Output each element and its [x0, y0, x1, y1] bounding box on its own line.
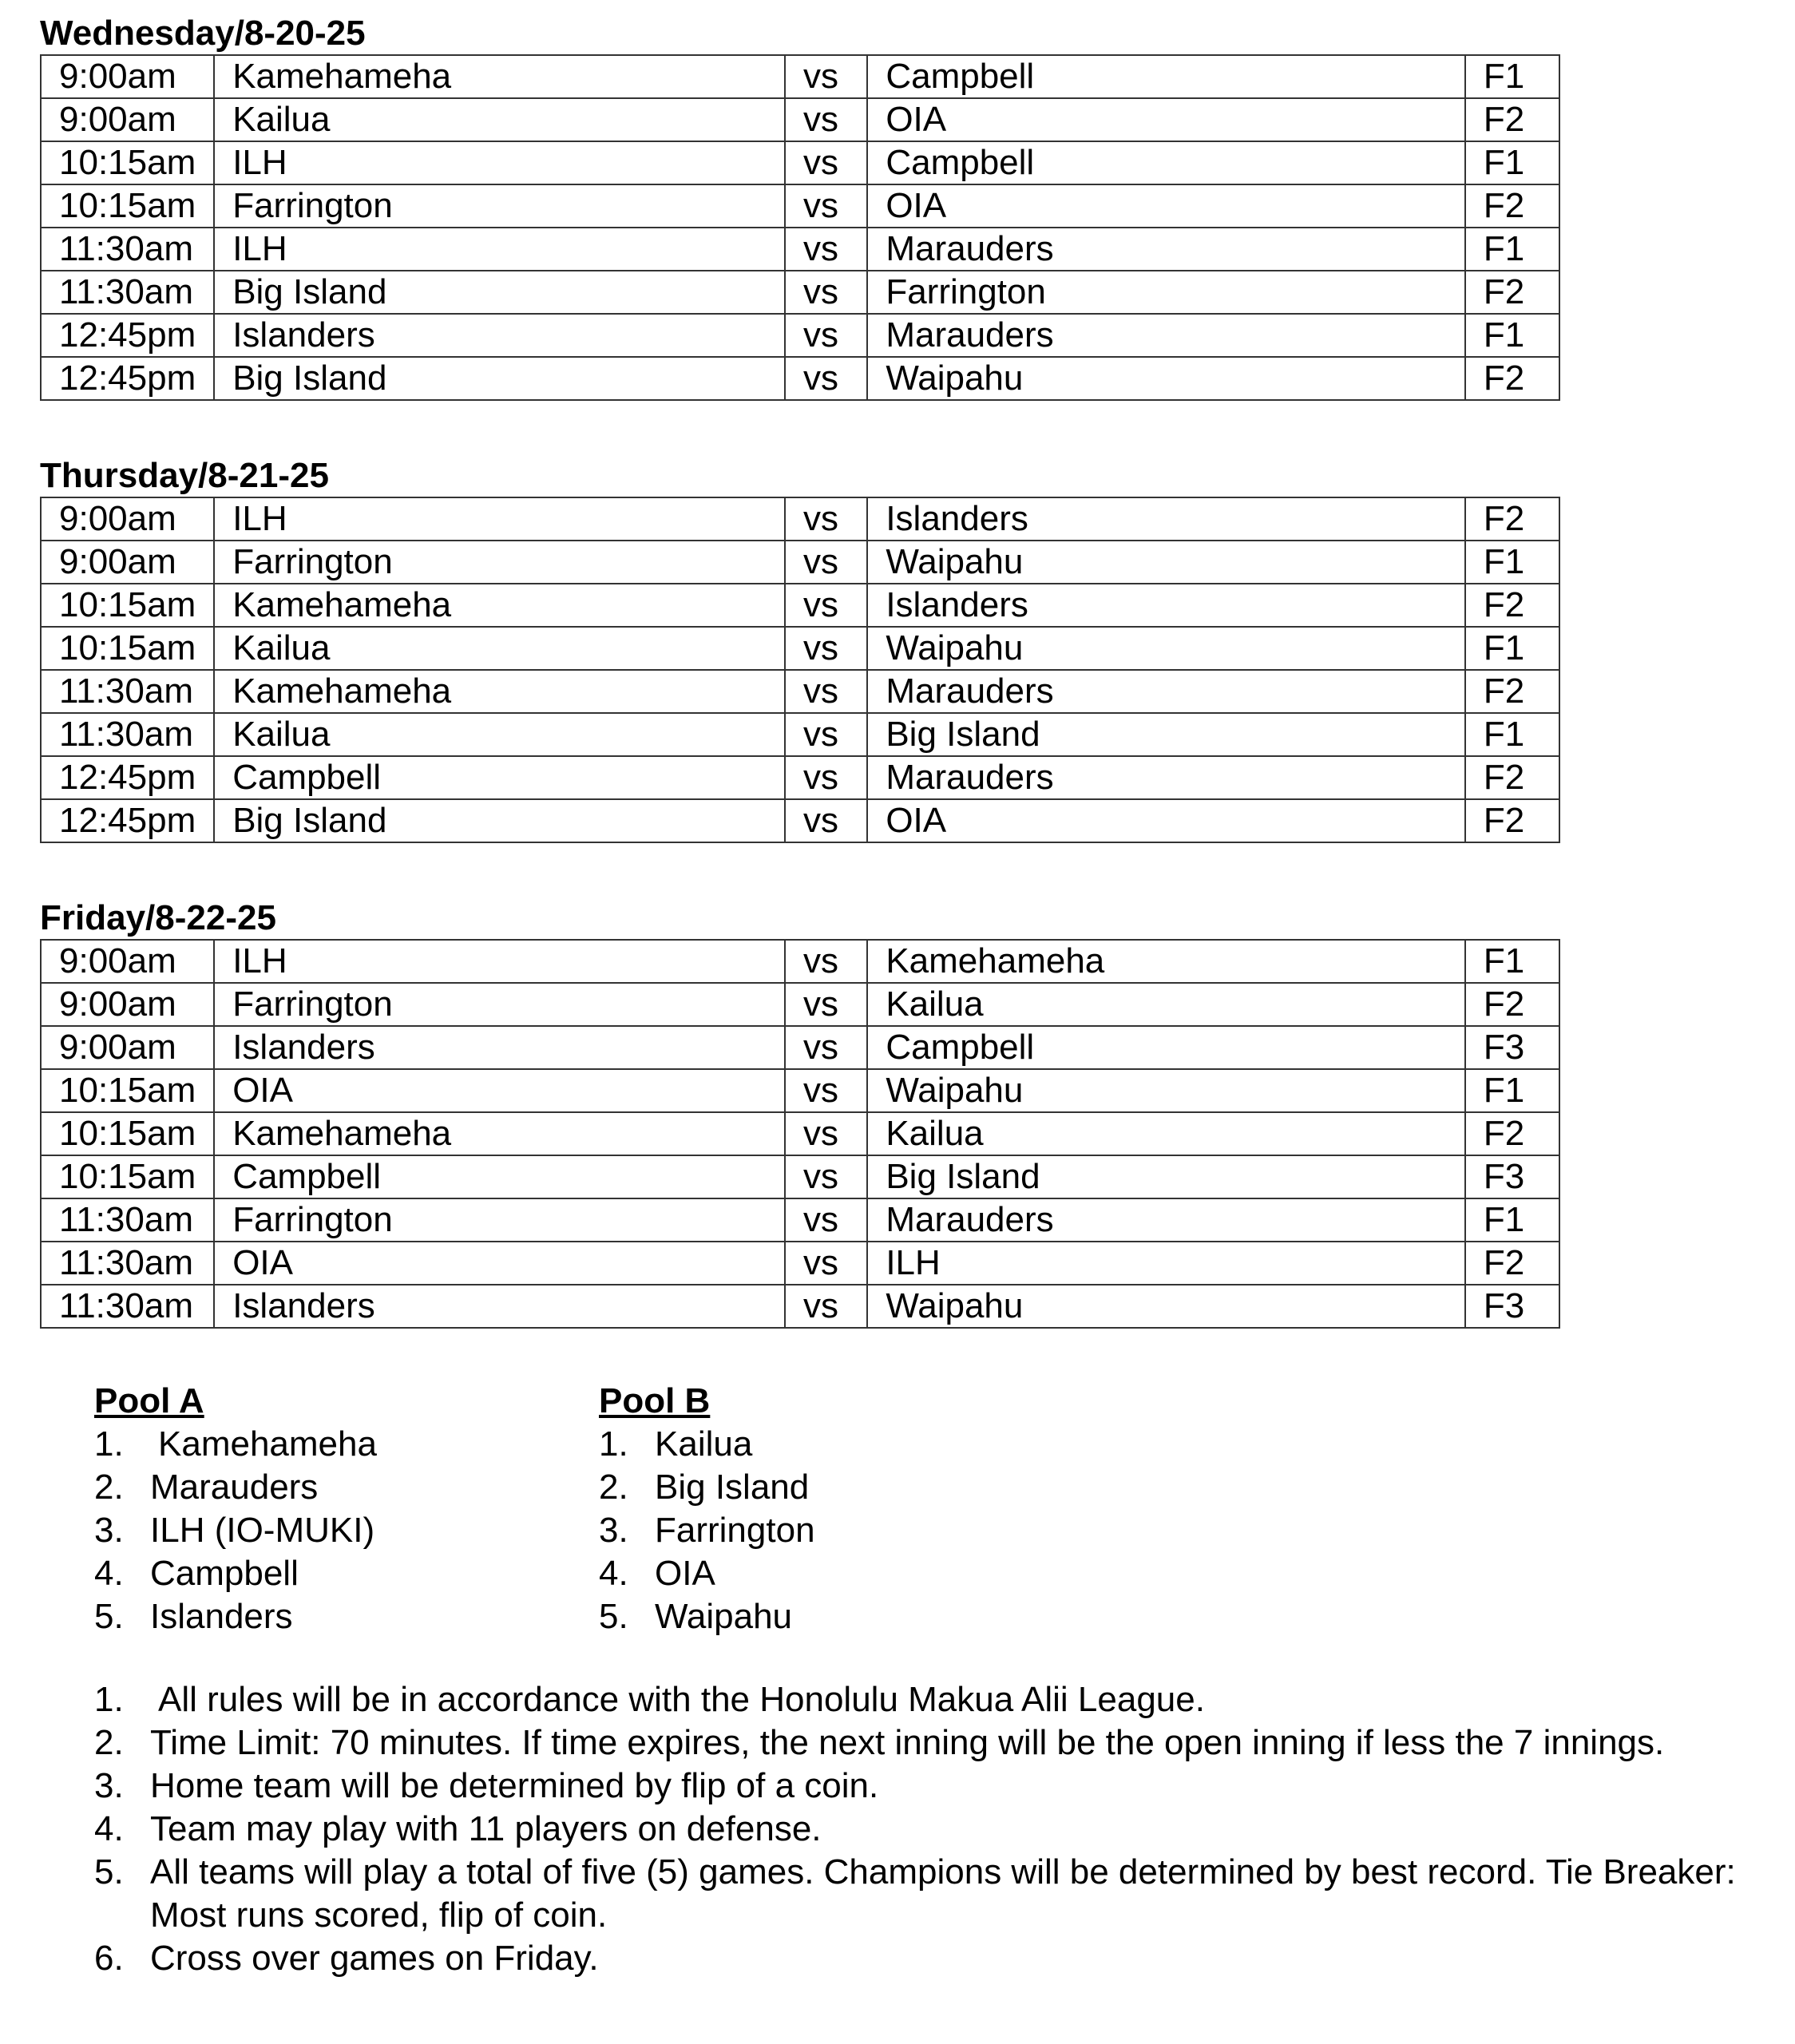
vs-label: vs: [785, 184, 867, 228]
game-time: 11:30am: [41, 670, 214, 713]
home-team: Islanders: [214, 314, 785, 357]
game-row: [41, 1155, 1559, 1198]
vs-label: vs: [785, 584, 867, 627]
home-team: Big Island: [214, 271, 785, 314]
pool-team-item: [94, 1595, 377, 1638]
field-label: F1: [1465, 314, 1559, 357]
vs-label: vs: [785, 55, 867, 98]
vs-label: vs: [785, 1069, 867, 1112]
home-team: ILH: [214, 228, 785, 271]
game-row: [41, 983, 1559, 1026]
vs-label: vs: [785, 1242, 867, 1285]
field-label: F3: [1465, 1285, 1559, 1328]
pool-b-title: Pool B: [599, 1381, 711, 1420]
rule-text: Cross over games on Friday.: [150, 1939, 599, 1978]
away-team: Campbell: [867, 55, 1465, 98]
game-time: 12:45pm: [41, 799, 214, 842]
field-label: F1: [1465, 1069, 1559, 1112]
game-time: 12:45pm: [41, 314, 214, 357]
pool-team-item: [94, 1552, 377, 1595]
list-number: 1.: [94, 1424, 124, 1464]
pool-team-name: Kailua: [655, 1424, 753, 1464]
vs-label: vs: [785, 357, 867, 400]
field-label: F2: [1465, 756, 1559, 799]
game-time: 9:00am: [41, 1026, 214, 1069]
away-team: Kamehameha: [867, 940, 1465, 983]
list-number: 2.: [94, 1723, 124, 1762]
away-team: Waipahu: [867, 357, 1465, 400]
list-number: 3.: [94, 1511, 124, 1550]
pool-b: [599, 1380, 815, 1638]
home-team: Kailua: [214, 627, 785, 670]
home-team: Big Island: [214, 357, 785, 400]
away-team: Marauders: [867, 756, 1465, 799]
away-team: Campbell: [867, 1026, 1465, 1069]
away-team: Islanders: [867, 497, 1465, 541]
away-team: Marauders: [867, 228, 1465, 271]
pool-a-title: Pool A: [94, 1381, 204, 1420]
pool-team-item: [94, 1509, 377, 1552]
away-team: Marauders: [867, 314, 1465, 357]
field-label: F3: [1465, 1026, 1559, 1069]
vs-label: vs: [785, 228, 867, 271]
away-team: Waipahu: [867, 1069, 1465, 1112]
list-number: 6.: [94, 1939, 124, 1978]
field-label: F2: [1465, 357, 1559, 400]
field-label: F3: [1465, 1155, 1559, 1198]
away-team: Campbell: [867, 141, 1465, 184]
away-team: Big Island: [867, 713, 1465, 756]
game-row: [41, 1112, 1559, 1155]
vs-label: vs: [785, 1285, 867, 1328]
game-row: [41, 1242, 1559, 1285]
game-row: [41, 1285, 1559, 1328]
home-team: Farrington: [214, 184, 785, 228]
field-label: F2: [1465, 1112, 1559, 1155]
list-number: 4.: [94, 1809, 124, 1848]
home-team: Campbell: [214, 756, 785, 799]
game-row: [41, 271, 1559, 314]
field-label: F2: [1465, 271, 1559, 314]
away-team: Waipahu: [867, 1285, 1465, 1328]
game-row: [41, 756, 1559, 799]
game-row: [41, 184, 1559, 228]
day-title-friday: Friday/8-22-25: [40, 898, 276, 937]
rule-item: [94, 1678, 1755, 1721]
list-number: 4.: [94, 1554, 124, 1593]
rule-item: [94, 1851, 1755, 1937]
home-team: Campbell: [214, 1155, 785, 1198]
vs-label: vs: [785, 1198, 867, 1242]
game-time: 12:45pm: [41, 357, 214, 400]
game-time: 11:30am: [41, 713, 214, 756]
field-label: F2: [1465, 98, 1559, 141]
away-team: OIA: [867, 799, 1465, 842]
vs-label: vs: [785, 1155, 867, 1198]
vs-label: vs: [785, 271, 867, 314]
vs-label: vs: [785, 541, 867, 584]
rule-text: Team may play with 11 players on defense.: [150, 1809, 822, 1848]
game-time: 10:15am: [41, 1155, 214, 1198]
pool-team-item: [599, 1509, 815, 1552]
rule-item: [94, 1808, 1755, 1851]
rules-list: [94, 1678, 1755, 1980]
game-row: [41, 1026, 1559, 1069]
away-team: Islanders: [867, 584, 1465, 627]
pool-team-name: Farrington: [655, 1511, 815, 1550]
home-team: Kailua: [214, 98, 785, 141]
game-time: 11:30am: [41, 228, 214, 271]
pool-team-item: [599, 1466, 815, 1509]
vs-label: vs: [785, 98, 867, 141]
list-number: 1.: [599, 1424, 628, 1464]
field-label: F2: [1465, 799, 1559, 842]
away-team: OIA: [867, 98, 1465, 141]
home-team: Big Island: [214, 799, 785, 842]
pool-team-name: Campbell: [150, 1554, 299, 1593]
rule-item: [94, 1937, 1755, 1980]
field-label: F1: [1465, 141, 1559, 184]
game-time: 11:30am: [41, 1285, 214, 1328]
day-title-thursday: Thursday/8-21-25: [40, 456, 329, 495]
home-team: Farrington: [214, 983, 785, 1026]
vs-label: vs: [785, 497, 867, 541]
pool-team-item: [94, 1423, 377, 1466]
home-team: Kamehameha: [214, 584, 785, 627]
home-team: Kamehameha: [214, 1112, 785, 1155]
field-label: F1: [1465, 55, 1559, 98]
home-team: OIA: [214, 1069, 785, 1112]
vs-label: vs: [785, 983, 867, 1026]
game-row: [41, 627, 1559, 670]
away-team: Farrington: [867, 271, 1465, 314]
game-time: 10:15am: [41, 627, 214, 670]
field-label: F2: [1465, 497, 1559, 541]
field-label: F2: [1465, 670, 1559, 713]
game-row: [41, 314, 1559, 357]
vs-label: vs: [785, 1026, 867, 1069]
schedule-table-wednesday: [40, 54, 1560, 401]
game-time: 9:00am: [41, 541, 214, 584]
list-number: 3.: [94, 1766, 124, 1805]
game-row: [41, 670, 1559, 713]
away-team: Marauders: [867, 670, 1465, 713]
vs-label: vs: [785, 670, 867, 713]
game-row: [41, 541, 1559, 584]
away-team: Waipahu: [867, 541, 1465, 584]
away-team: Marauders: [867, 1198, 1465, 1242]
list-number: 5.: [94, 1597, 124, 1636]
game-row: [41, 497, 1559, 541]
rule-item: [94, 1721, 1755, 1765]
home-team: Farrington: [214, 1198, 785, 1242]
pool-team-name: Marauders: [150, 1468, 319, 1507]
pool-a: [94, 1380, 377, 1638]
game-row: [41, 228, 1559, 271]
vs-label: vs: [785, 314, 867, 357]
pool-team-item: [599, 1423, 815, 1466]
list-number: 4.: [599, 1554, 628, 1593]
vs-label: vs: [785, 799, 867, 842]
list-number: 5.: [94, 1852, 124, 1891]
field-label: F2: [1465, 184, 1559, 228]
game-row: [41, 940, 1559, 983]
game-time: 9:00am: [41, 497, 214, 541]
list-number: 3.: [599, 1511, 628, 1550]
home-team: Farrington: [214, 541, 785, 584]
list-number: 1.: [94, 1680, 124, 1719]
field-label: F1: [1465, 1198, 1559, 1242]
rule-text: Time Limit: 70 minutes. If time expires, the next inning will be the open inning if less the 7 innings.: [150, 1723, 1665, 1762]
home-team: ILH: [214, 141, 785, 184]
home-team: Kailua: [214, 713, 785, 756]
game-time: 10:15am: [41, 141, 214, 184]
game-row: [41, 55, 1559, 98]
home-team: Kamehameha: [214, 55, 785, 98]
away-team: OIA: [867, 184, 1465, 228]
field-label: F2: [1465, 983, 1559, 1026]
pool-team-name: Kamehameha: [158, 1424, 377, 1464]
game-time: 10:15am: [41, 584, 214, 627]
away-team: ILH: [867, 1242, 1465, 1285]
game-time: 9:00am: [41, 940, 214, 983]
game-time: 10:15am: [41, 1069, 214, 1112]
game-time: 11:30am: [41, 1242, 214, 1285]
game-time: 9:00am: [41, 98, 214, 141]
rule-text: Home team will be determined by flip of a coin.: [150, 1766, 879, 1805]
game-time: 11:30am: [41, 271, 214, 314]
game-time: 10:15am: [41, 184, 214, 228]
home-team: ILH: [214, 940, 785, 983]
vs-label: vs: [785, 141, 867, 184]
field-label: F2: [1465, 584, 1559, 627]
game-time: 9:00am: [41, 55, 214, 98]
vs-label: vs: [785, 756, 867, 799]
field-label: F1: [1465, 541, 1559, 584]
home-team: Islanders: [214, 1026, 785, 1069]
home-team: ILH: [214, 497, 785, 541]
away-team: Kailua: [867, 1112, 1465, 1155]
day-title-wednesday: Wednesday/8-20-25: [40, 14, 366, 53]
pool-team-item: [599, 1552, 815, 1595]
pool-team-name: ILH (IO-MUKI): [150, 1511, 375, 1550]
rule-text: All rules will be in accordance with the Honolulu Makua Alii League.: [158, 1680, 1205, 1719]
schedule-table-friday: [40, 939, 1560, 1329]
away-team: Waipahu: [867, 627, 1465, 670]
game-row: [41, 141, 1559, 184]
field-label: F2: [1465, 1242, 1559, 1285]
game-time: 12:45pm: [41, 756, 214, 799]
list-number: 2.: [599, 1468, 628, 1507]
field-label: F1: [1465, 228, 1559, 271]
game-row: [41, 357, 1559, 400]
vs-label: vs: [785, 627, 867, 670]
pool-team-name: OIA: [655, 1554, 715, 1593]
game-row: [41, 98, 1559, 141]
schedule-table-thursday: [40, 497, 1560, 843]
away-team: Big Island: [867, 1155, 1465, 1198]
game-time: 11:30am: [41, 1198, 214, 1242]
field-label: F1: [1465, 627, 1559, 670]
game-row: [41, 713, 1559, 756]
pool-team-name: Islanders: [150, 1597, 293, 1636]
home-team: OIA: [214, 1242, 785, 1285]
away-team: Kailua: [867, 983, 1465, 1026]
game-row: [41, 799, 1559, 842]
list-number: 2.: [94, 1468, 124, 1507]
field-label: F1: [1465, 940, 1559, 983]
pool-team-item: [94, 1466, 377, 1509]
field-label: F1: [1465, 713, 1559, 756]
game-time: 10:15am: [41, 1112, 214, 1155]
pool-team-name: Waipahu: [655, 1597, 793, 1636]
home-team: Kamehameha: [214, 670, 785, 713]
vs-label: vs: [785, 940, 867, 983]
list-number: 5.: [599, 1597, 628, 1636]
game-row: [41, 1198, 1559, 1242]
game-time: 9:00am: [41, 983, 214, 1026]
pool-team-item: [599, 1595, 815, 1638]
vs-label: vs: [785, 713, 867, 756]
pool-team-name: Big Island: [655, 1468, 810, 1507]
game-row: [41, 584, 1559, 627]
vs-label: vs: [785, 1112, 867, 1155]
rule-text: All teams will play a total of five (5) games. Champions will be determined by best record. Tie Breaker: Most runs scored, flip of coin.: [150, 1852, 1736, 1935]
rule-item: [94, 1765, 1755, 1808]
home-team: Islanders: [214, 1285, 785, 1328]
game-row: [41, 1069, 1559, 1112]
